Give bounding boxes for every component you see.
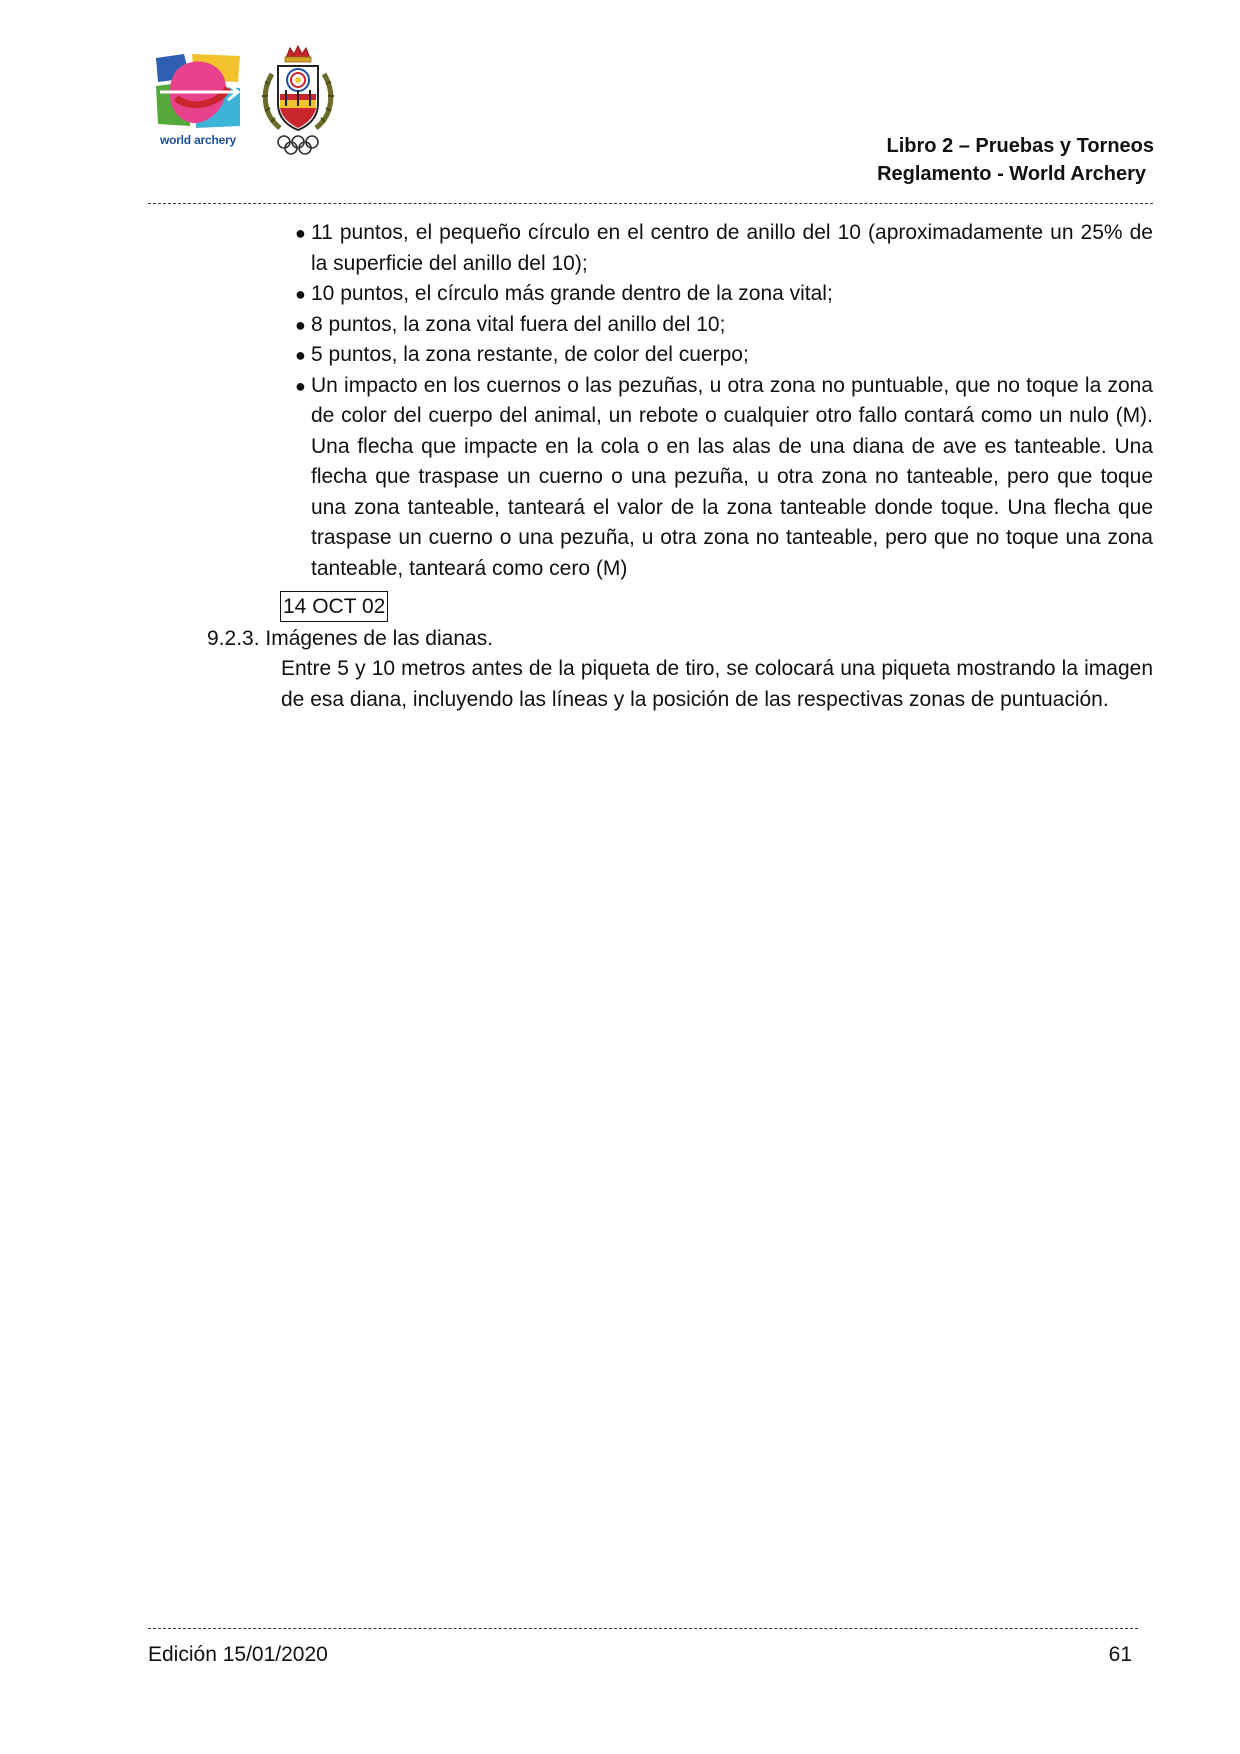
revision-date-stamp: 14 OCT 02 xyxy=(280,591,388,622)
world-archery-emblem xyxy=(154,52,242,132)
footer-edition: Edición 15/01/2020 xyxy=(148,1643,328,1666)
list-item xyxy=(295,340,1153,371)
list-item-text: 5 puntos, la zona restante, de color del cuerpo; xyxy=(311,343,749,366)
bullet-icon: ● xyxy=(295,375,306,396)
list-item-text: 8 puntos, la zona vital fuera del anillo del 10; xyxy=(311,312,726,336)
world-archery-logo xyxy=(154,52,242,152)
bullet-icon: ● xyxy=(295,314,306,335)
section-heading: 9.2.3. Imágenes de las dianas. xyxy=(207,627,494,650)
crest-emblem xyxy=(258,44,338,156)
list-item-text: 10 puntos, el círculo más grande dentro de la zona vital; xyxy=(311,282,833,305)
list-item-text: Un impacto en los cuernos o las pezuñas, u otra zona no puntuable, que no toque la zona de color del cuerpo del animal, un rebote o cualquier otro fallo contará como un nulo (M). Una flecha que impacte en la cola o en las alas de una diana de ave es tanteable. Una flecha que traspase un cuerno o una pezuña, u otra zona no tanteable, pero que toque una zona tanteable, tanteará el valor de la zona tanteable donde toque. Una flecha que traspase un cuerno o una pezuña, u otra zona no tanteable, pero que no toque una zona tanteable, tanteará como cero (M) xyxy=(311,373,1153,580)
document-header-title xyxy=(877,132,1154,188)
bullet-icon: ● xyxy=(295,345,306,365)
list-item-text: 11 puntos, el pequeño círculo en el centro de anillo del 10 (aproximadamente un 25% de la superficie del anillo del 10); xyxy=(311,221,1153,275)
section-paragraph: Entre 5 y 10 metros antes de la piqueta de tiro, se colocará una piqueta mostrando la imagen de esa diana, incluyendo las líneas y la posición de las respectivas zonas de puntuación. xyxy=(281,657,1153,711)
bullet-icon: ● xyxy=(295,223,306,243)
world-archery-wordmark: world archery xyxy=(159,133,237,147)
header-title-line1: Libro 2 – Pruebas y Torneos xyxy=(886,135,1154,157)
rfeta-crest-logo xyxy=(258,44,338,156)
header-divider xyxy=(148,203,1153,204)
footer-divider xyxy=(148,1628,1138,1629)
header-title-line2: Reglamento - World Archery xyxy=(877,163,1146,185)
scoring-bullet-list xyxy=(295,218,1153,584)
bullet-icon: ● xyxy=(295,284,306,304)
list-item xyxy=(295,310,1153,341)
list-item xyxy=(295,279,1153,310)
page-number: 61 xyxy=(1108,1643,1132,1666)
list-item xyxy=(295,218,1153,279)
list-item xyxy=(295,371,1153,585)
